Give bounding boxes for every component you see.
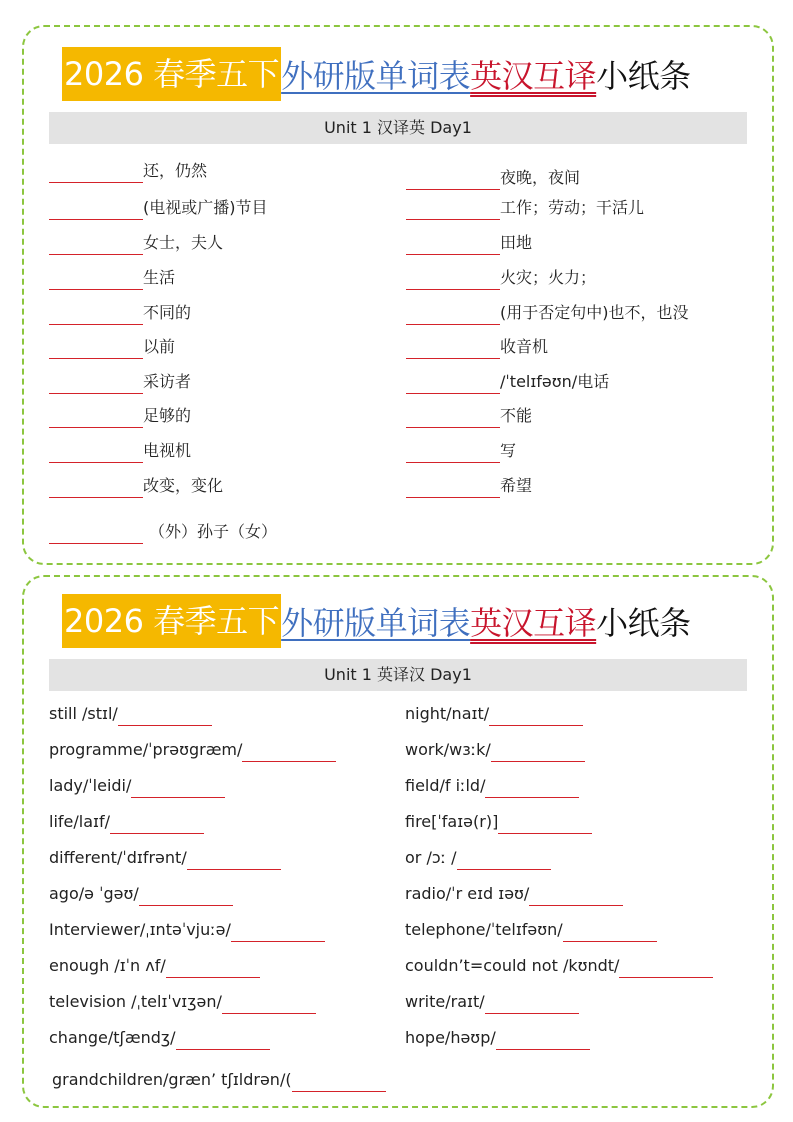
prompt-text: 改变，变化 — [143, 476, 224, 495]
worksheet-card-cn-en — [22, 25, 774, 565]
answer-blank[interactable] — [406, 169, 500, 190]
prompt-text: 田地 — [500, 233, 533, 252]
worksheet-title — [62, 47, 691, 101]
answer-blank[interactable] — [49, 304, 143, 325]
list-item — [49, 990, 316, 1014]
list-item — [406, 166, 580, 190]
word-phonetic: programme/ˈprəʊgræm/ — [49, 740, 243, 759]
list-item — [405, 882, 623, 906]
answer-blank[interactable] — [457, 849, 551, 870]
list-item — [49, 370, 191, 394]
prompt-text: 不同的 — [143, 303, 192, 322]
word-phonetic: hope/həʊp/ — [405, 1028, 496, 1047]
answer-blank[interactable] — [49, 523, 143, 544]
answer-blank[interactable] — [406, 269, 500, 290]
list-item — [49, 404, 191, 428]
answer-blank[interactable] — [49, 269, 143, 290]
list-item — [49, 196, 268, 220]
list-item — [405, 954, 713, 978]
title-translate: 英汉互译 — [470, 57, 597, 95]
prompt-text: 采访者 — [143, 372, 192, 391]
word-phonetic: enough /ɪˈn ʌf/ — [49, 956, 166, 975]
list-item — [49, 846, 281, 870]
word-phonetic: change/tʃændʒ/ — [49, 1028, 176, 1047]
unit-band: Unit 1 汉译英 Day1 — [49, 112, 747, 144]
answer-blank[interactable] — [231, 921, 325, 942]
answer-blank[interactable] — [485, 993, 579, 1014]
prompt-text: 电视机 — [143, 441, 192, 460]
list-item — [406, 231, 532, 255]
list-item — [406, 439, 516, 463]
answer-blank[interactable] — [498, 813, 592, 834]
answer-blank[interactable] — [131, 777, 225, 798]
prompt-text: 火灾；火力； — [500, 268, 597, 287]
list-item — [49, 702, 212, 726]
list-item — [406, 474, 532, 498]
title-publisher: 外研版单词表 — [281, 57, 471, 95]
word-phonetic: ago/ə ˈgəʊ/ — [49, 884, 139, 903]
answer-blank[interactable] — [406, 234, 500, 255]
word-phonetic: television /ˌtelɪˈvɪʒən/ — [49, 992, 222, 1011]
answer-blank[interactable] — [49, 442, 143, 463]
worksheet-card-en-cn — [22, 575, 774, 1108]
answer-blank[interactable] — [118, 705, 212, 726]
title-year-season: 2026 春季五下 — [62, 594, 281, 648]
word-phonetic: grandchildren/græn’ tʃɪldrən/( — [52, 1070, 292, 1089]
answer-blank[interactable] — [619, 957, 713, 978]
prompt-text: 写 — [500, 441, 517, 460]
list-item — [405, 774, 579, 798]
list-item — [49, 301, 191, 325]
prompt-text: （外）孙子（女） — [149, 522, 278, 541]
answer-blank[interactable] — [292, 1071, 386, 1092]
unit-band: Unit 1 英译汉 Day1 — [49, 659, 747, 691]
list-item — [49, 266, 175, 290]
worksheet-title — [62, 594, 691, 648]
title-translate: 英汉互译 — [470, 604, 597, 642]
prompt-text: 以前 — [143, 337, 176, 356]
word-phonetic: Interviewer/ˌɪntəˈvjuːə/ — [49, 920, 231, 939]
title-year-season: 2026 春季五下 — [62, 47, 281, 101]
list-item — [405, 990, 579, 1014]
answer-blank[interactable] — [49, 234, 143, 255]
answer-blank[interactable] — [491, 741, 585, 762]
prompt-text: 还，仍然 — [143, 161, 208, 180]
list-item — [406, 301, 689, 325]
answer-blank[interactable] — [496, 1029, 590, 1050]
answer-blank[interactable] — [406, 442, 500, 463]
answer-blank[interactable] — [49, 162, 143, 183]
list-item — [49, 520, 277, 544]
word-phonetic: night/naɪt/ — [405, 704, 490, 723]
answer-blank[interactable] — [49, 407, 143, 428]
word-phonetic: field/f iːld/ — [405, 776, 486, 795]
list-item — [406, 370, 609, 394]
answer-blank[interactable] — [49, 373, 143, 394]
word-phonetic: life/laɪf/ — [49, 812, 110, 831]
prompt-text: 生活 — [143, 268, 176, 287]
prompt-text: 夜晚，夜间 — [500, 168, 581, 187]
list-item — [405, 810, 592, 834]
list-item — [49, 1026, 270, 1050]
prompt-text: 收音机 — [500, 337, 549, 356]
title-paper: 小纸条 — [596, 57, 691, 95]
list-item — [49, 954, 260, 978]
list-item — [406, 335, 548, 359]
word-phonetic: work/wɜːk/ — [405, 740, 491, 759]
answer-blank[interactable] — [485, 777, 579, 798]
list-item — [405, 918, 657, 942]
answer-blank[interactable] — [110, 813, 204, 834]
list-item — [405, 1026, 590, 1050]
title-publisher: 外研版单词表 — [281, 604, 471, 642]
word-phonetic: still /stɪl/ — [49, 704, 118, 723]
word-phonetic: lady/ˈleidi/ — [49, 776, 132, 795]
answer-blank[interactable] — [563, 921, 657, 942]
list-item — [49, 335, 175, 359]
list-item — [49, 918, 325, 942]
prompt-text: 足够的 — [143, 406, 192, 425]
answer-blank[interactable] — [176, 1029, 270, 1050]
word-phonetic: radio/ˈr eɪd ɪəʊ/ — [405, 884, 530, 903]
answer-blank[interactable] — [49, 477, 143, 498]
prompt-text: (电视或广播)节目 — [143, 198, 268, 217]
answer-blank[interactable] — [406, 199, 500, 220]
answer-blank[interactable] — [489, 705, 583, 726]
prompt-text: 希望 — [500, 476, 533, 495]
answer-blank[interactable] — [222, 993, 316, 1014]
answer-blank[interactable] — [49, 338, 143, 359]
answer-blank[interactable] — [166, 957, 260, 978]
prompt-text: (用于否定句中)也不，也没 — [500, 303, 689, 322]
list-item — [406, 404, 532, 428]
prompt-text: 女士，夫人 — [143, 233, 224, 252]
prompt-text: /ˈtelɪfəʊn/电话 — [500, 372, 610, 391]
list-item — [49, 738, 336, 762]
list-item — [405, 702, 583, 726]
list-item — [49, 231, 223, 255]
word-phonetic: different/ˈdɪfrənt/ — [49, 848, 187, 867]
answer-blank[interactable] — [406, 338, 500, 359]
answer-blank[interactable] — [406, 304, 500, 325]
answer-blank[interactable] — [406, 407, 500, 428]
word-phonetic: fire[ˈfaɪə(r)] — [405, 812, 499, 831]
list-item — [49, 882, 233, 906]
list-item — [49, 159, 207, 183]
answer-blank[interactable] — [139, 885, 233, 906]
word-phonetic: couldn’t=could not /kʊndt/ — [405, 956, 620, 975]
list-item — [406, 266, 596, 290]
list-item — [405, 846, 551, 870]
list-item — [49, 774, 225, 798]
title-paper: 小纸条 — [596, 604, 691, 642]
answer-blank[interactable] — [49, 199, 143, 220]
answer-blank[interactable] — [242, 741, 336, 762]
list-item — [405, 738, 585, 762]
prompt-text: 工作；劳动；干活儿 — [500, 198, 645, 217]
word-phonetic: or /ɔː / — [405, 848, 457, 867]
answer-blank[interactable] — [406, 373, 500, 394]
list-item — [49, 439, 191, 463]
list-item — [52, 1068, 386, 1092]
list-item — [49, 810, 204, 834]
prompt-text: 不能 — [500, 406, 533, 425]
word-phonetic: telephone/ˈtelɪfəʊn/ — [405, 920, 563, 939]
word-phonetic: write/raɪt/ — [405, 992, 485, 1011]
answer-blank[interactable] — [406, 477, 500, 498]
list-item — [49, 474, 223, 498]
answer-blank[interactable] — [529, 885, 623, 906]
list-item — [406, 196, 644, 220]
answer-blank[interactable] — [187, 849, 281, 870]
